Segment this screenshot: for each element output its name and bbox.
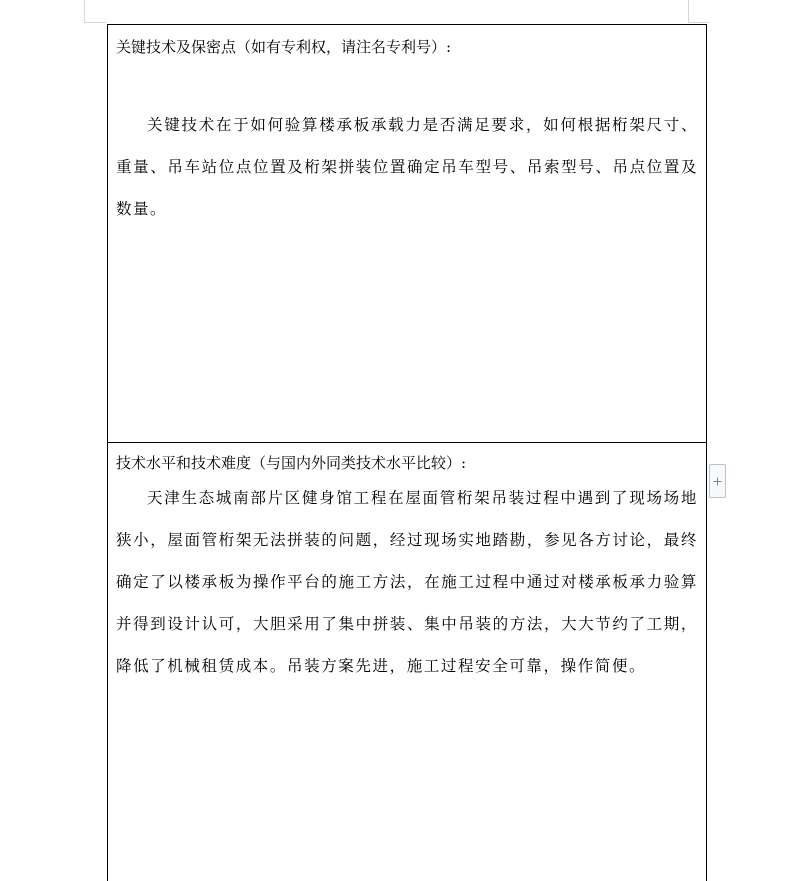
- page-corner-mark-left-horizontal: [84, 22, 106, 23]
- page-corner-mark-left: [84, 0, 85, 22]
- plus-icon: [713, 477, 722, 486]
- technical-level-body: 天津生态城南部片区健身馆工程在屋面管桁架吊装过程中遇到了现场场地狭小，屋面管桁架无法拼装的问题，经过现场实地踏勘，参见各方讨论，最终确定了以楼承板为操作平台的施工方法，在施工过程中通过对楼承板承力验算并得到设计认可，大胆采用了集中拼装、集中吊装的方法，大大节约了工期，降低了机械租赁成本。吊装方案先进，施工过程安全可靠，操作简便。: [116, 489, 698, 675]
- page-corner-mark-right-horizontal: [688, 22, 710, 23]
- add-row-button[interactable]: [709, 464, 726, 498]
- table-cell-key-technology[interactable]: [108, 25, 706, 443]
- key-technology-heading: 关键技术及保密点（如有专利权，请注名专利号）:: [116, 38, 452, 56]
- page-corner-mark-right: [688, 0, 689, 22]
- key-technology-body: 关键技术在于如何验算楼承板承载力是否满足要求，如何根据桁架尺寸、重量、吊车站位点位置及桁架拼装位置确定吊车型号、吊索型号、吊点位置及数量。: [116, 116, 698, 218]
- technical-level-heading: 技术水平和技术难度（与国内外同类技术水平比较）:: [116, 454, 467, 472]
- table-cell-technical-level[interactable]: [108, 443, 706, 881]
- form-table: [107, 24, 707, 881]
